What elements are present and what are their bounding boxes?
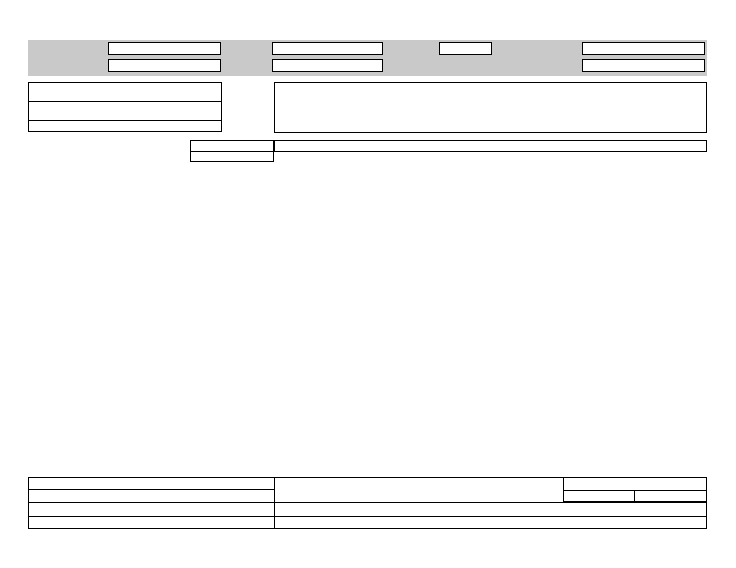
final-score-box [563, 477, 707, 502]
ejected-line-1 [28, 489, 274, 490]
final-score-split [634, 490, 635, 502]
footer-divider [274, 477, 275, 529]
ejected-line-3 [28, 516, 707, 517]
ejected-line-2 [28, 502, 707, 503]
final-score-divider [564, 490, 706, 491]
